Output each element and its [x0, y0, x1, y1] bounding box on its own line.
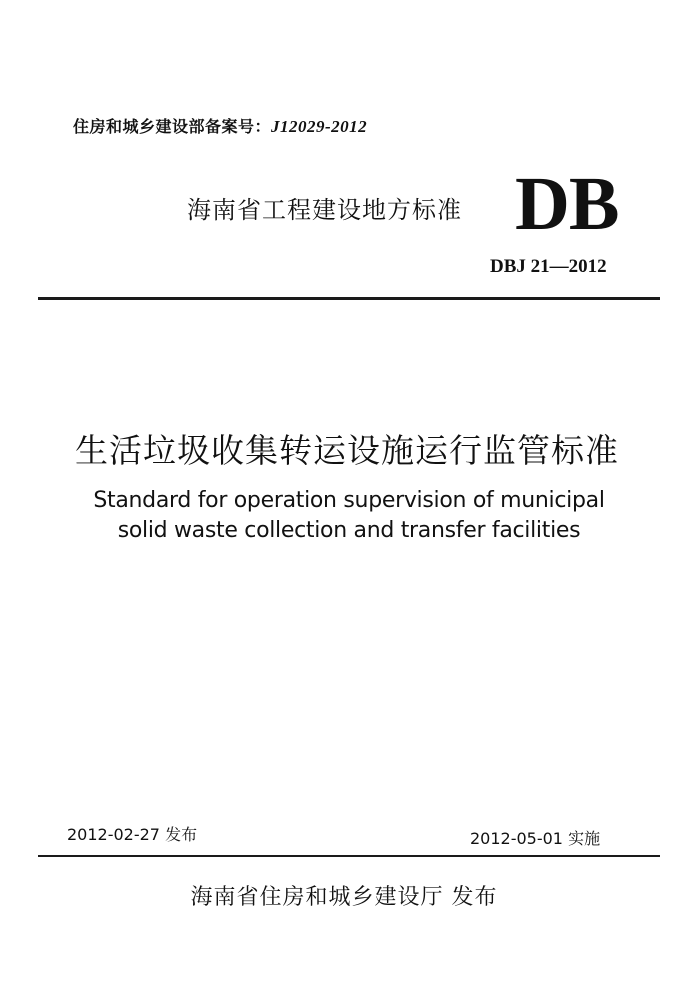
db-mark: DB — [515, 162, 619, 246]
standard-number: DBJ 21—2012 — [490, 256, 607, 277]
effective-date: 2012-05-01 实施 — [470, 829, 601, 848]
filing-number — [73, 114, 367, 137]
document-title-english-line2: solid waste collection and transfer facilities — [117, 518, 581, 543]
top-divider — [38, 297, 660, 300]
issue-date: 2012-02-27 发布 — [67, 825, 198, 844]
filing-number-label: 住房和城乡建设部备案号： — [73, 117, 272, 136]
bottom-divider — [38, 855, 660, 857]
publisher: 海南省住房和城乡建设厅 发布 — [190, 885, 498, 910]
standard-category: 海南省工程建设地方标准 — [187, 196, 462, 224]
document-title-chinese: 生活垃圾收集转运设施运行监管标准 — [75, 431, 619, 470]
document-title-english-line1: Standard for operation supervision of municipal — [93, 488, 605, 513]
filing-number-code: J12029-2012 — [271, 117, 368, 136]
